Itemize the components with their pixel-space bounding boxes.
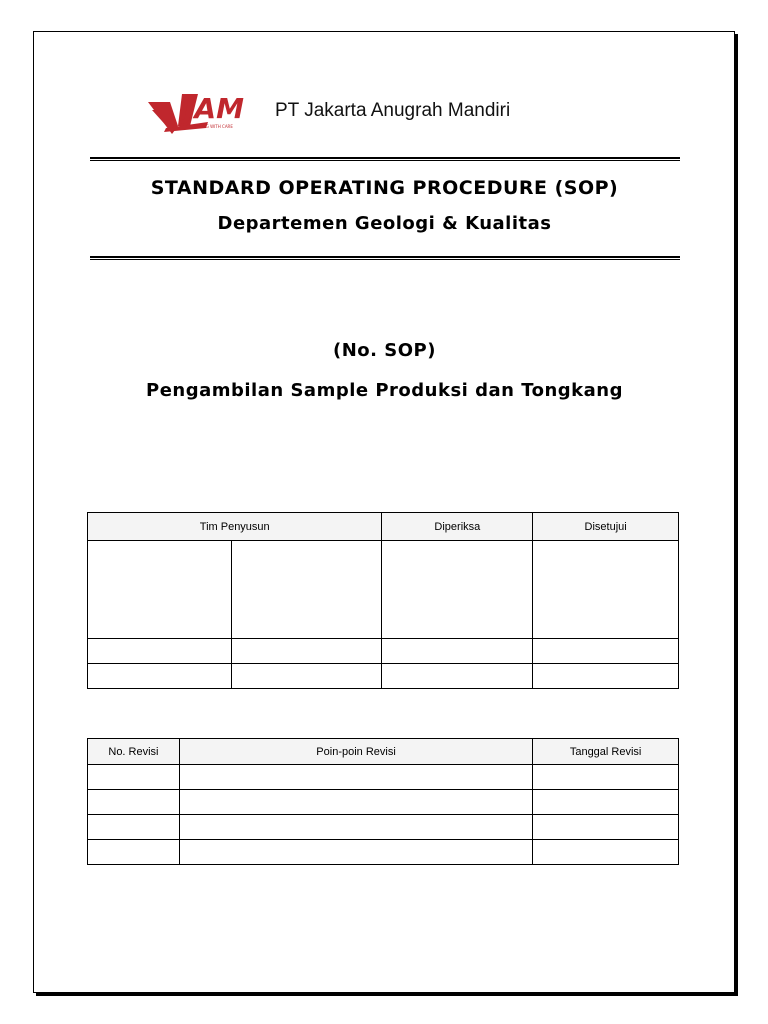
revision-row (88, 765, 679, 790)
signature-cell (533, 541, 679, 639)
position-cell (533, 664, 679, 689)
department-title: Departemen Geologi & Kualitas (217, 213, 552, 234)
header-diperiksa: Diperiksa (382, 513, 533, 541)
position-cell (382, 664, 533, 689)
company-name: PT Jakarta Anugrah Mandiri (275, 100, 511, 121)
revision-cell (533, 840, 679, 865)
header-divider-top (90, 157, 680, 161)
revision-cell (533, 790, 679, 815)
position-cell (231, 664, 382, 689)
revision-cell (88, 815, 180, 840)
header-disetujui: Disetujui (533, 513, 679, 541)
signature-cell (382, 541, 533, 639)
revision-row (88, 815, 679, 840)
signature-cell (88, 541, 232, 639)
name-cell (88, 639, 232, 664)
revision-cell (533, 765, 679, 790)
company-logo (148, 92, 266, 134)
position-cell (88, 664, 232, 689)
revision-row (88, 840, 679, 865)
header-tanggal-revisi: Tanggal Revisi (533, 739, 679, 765)
name-row (88, 639, 679, 664)
approval-header-row (88, 513, 679, 541)
revision-cell (179, 840, 532, 865)
header-no-revisi: No. Revisi (88, 739, 180, 765)
document-title: STANDARD OPERATING PROCEDURE (SOP) (150, 177, 619, 199)
signature-row (88, 541, 679, 639)
revision-cell (179, 790, 532, 815)
revision-cell (88, 840, 180, 865)
svg-text:JAM: JAM (184, 92, 244, 125)
header-divider-bottom (90, 256, 680, 260)
revision-cell (88, 790, 180, 815)
revision-header-row (88, 739, 679, 765)
header-poin-revisi: Poin-poin Revisi (179, 739, 532, 765)
revision-cell (88, 765, 180, 790)
revision-cell (179, 765, 532, 790)
name-cell (231, 639, 382, 664)
sop-title: Pengambilan Sample Produksi dan Tongkang (146, 380, 623, 401)
revision-cell (533, 815, 679, 840)
sop-number: (No. SOP) (333, 340, 436, 361)
position-row (88, 664, 679, 689)
signature-cell (231, 541, 382, 639)
svg-text:MINING WITH CARE: MINING WITH CARE (194, 124, 233, 129)
name-cell (533, 639, 679, 664)
revision-row (88, 790, 679, 815)
revision-cell (179, 815, 532, 840)
revision-table (87, 738, 679, 865)
name-cell (382, 639, 533, 664)
header-tim-penyusun: Tim Penyusun (88, 513, 382, 541)
approval-table (87, 512, 679, 689)
